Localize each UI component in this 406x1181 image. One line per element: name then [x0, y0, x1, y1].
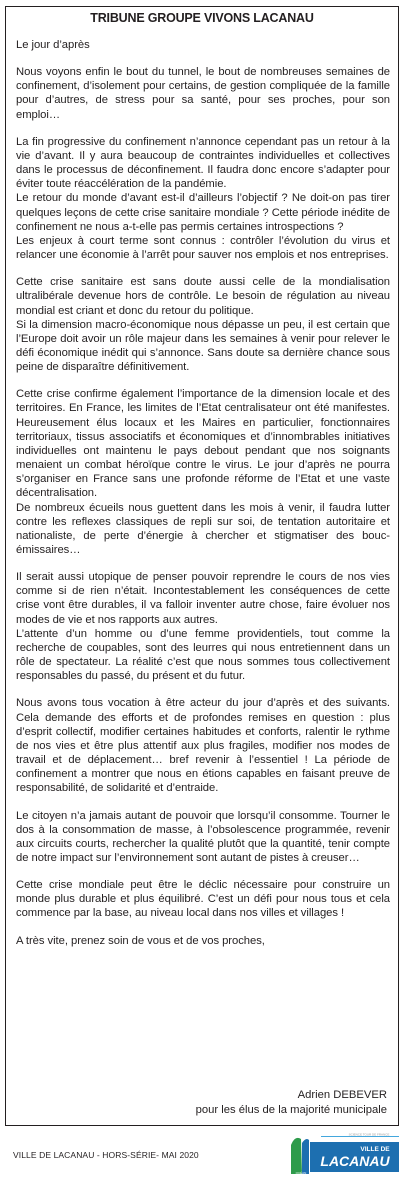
paragraph: Le jour d’après — [16, 39, 90, 51]
logo-tagline: SCIENCE TOUR DE FRANCE — [348, 1133, 390, 1137]
paragraph: La fin progressive du confinement n’annonce cependant pas un retour à la vie d’avant. Il y aura beaucoup de contraintes individuelles et collectives dans le processus de déconfinement. Il faudra donc encore s’adapter pour éviter toute réaccélération de la pandémie. — [16, 135, 390, 191]
paragraph: Nous voyons enfin le bout du tunnel, le bout de nombreuses semaines de confinement, d’isolement pour certains, de gestion compliquée de la famille pour d’autres, de stress pour sa santé, pour ses proches, pour son emploi… — [16, 66, 390, 121]
signature — [196, 1088, 387, 1117]
paragraph: Si la dimension macro-économique nous dépasse un peu, il est certain que l’Europe doit avoir un rôle majeur dans les semaines à venir pour relever le défi économique inédit qui s’annonce. Sans doute sa dernière chance sous peine de disparaître définitivement. — [16, 318, 390, 374]
logo-name: LACANAU — [320, 1153, 390, 1169]
paragraph: Le retour du monde d’avant est-il d’ailleurs l’objectif ? Ne doit-on pas tirer quelques leçons de cette crise sanitaire mondiale ? Cette période inédite de confinement ne nous a-t-elle pas permis certaines introspections ? — [16, 192, 390, 233]
tribune-title: TRIBUNE GROUPE VIVONS LACANAU — [90, 11, 314, 25]
logo-side-text: OCÉAN — [295, 1171, 307, 1175]
paragraph: De nombreux écueils nous guettent dans les mois à venir, il faudra lutter contre les reflexes classiques de repli sur soi, de tentation autoritaire et nationaliste, de perte d’énergie à chercher et stigmatiser des bouc-émissaires… — [16, 501, 390, 556]
logo-green-leaf — [291, 1138, 302, 1174]
paragraph: Nous avons tous vocation à être acteur du jour d’après et des suivants. Cela demande des efforts et de profondes remises en question : plus d’esprit collectif, modifier certaines habitudes et conforts, ralentir le rythme de nos vies et être plus attentif aux plus fragiles, modifier nos modes de travail et de déplacement… bref revenir à l’essentiel ! La période de confinement a montrer que nous en étions capables en faisant preuve de responsabilité, de solidarité et d’entraide. — [16, 697, 390, 795]
paragraph: Cette crise sanitaire est sans doute aussi celle de la mondialisation ultralibérale devenue hors de contrôle. Le besoin de régulation au niveau mondial est criant et donc du retour du politique. — [16, 276, 390, 317]
signature-role: pour les élus de la majorité municipale — [195, 1103, 387, 1116]
paragraph: Il serait aussi utopique de penser pouvoir reprendre le cours de nos vies comme si de rien n’était. Incontestablement les conséquences de cette crise vont être durables, il va falloir inventer autre chose, faire évoluer nos modes de vie et nos rapports aux autres. — [16, 571, 390, 626]
paragraph: Les enjeux à court terme sont connus : contrôler l’évolution du virus et relancer une économie à l’arrêt pour sauver nos emplois et nos entreprises. — [16, 234, 390, 262]
footer-caption: VILLE DE LACANAU - HORS-SÉRIE- MAI 2020 — [13, 1150, 199, 1160]
paragraph: L’attente d’un homme ou d’une femme providentiels, tout comme la recherche de coupables, sont des leurres qui nous entretiennent dans un rôle de spectateur. La réalité c’est que nous sommes tous collectivement responsables du passé, du présent et du futur. — [16, 627, 390, 683]
signature-name: Adrien DEBEVER — [297, 1089, 387, 1101]
lacanau-logo-graphic — [289, 1133, 401, 1175]
logo-top-text: VILLE DE — [360, 1146, 390, 1153]
tribune-frame — [5, 6, 399, 1126]
lacanau-logo — [289, 1133, 401, 1175]
article-body — [16, 38, 390, 948]
paragraph: Cette crise mondiale peut être le déclic nécessaire pour construire un monde plus durable et plus équilibré. C’est un défi pour nous tous et cela commence par la base, au niveau local dans nos villes et villages ! — [16, 879, 390, 920]
logo-blue-leaf — [302, 1139, 309, 1174]
paragraph: Le citoyen n’a jamais autant de pouvoir que lorsqu’il consomme. Tourner le dos à la consommation de masse, à l’obsolescence programmée, revenir aux circuits courts, rechercher la qualité plutôt que la quantité, tenir compte de notre impact sur l’environnement sont autant de pistes à creuser… — [16, 809, 390, 864]
paragraph: Cette crise confirme également l’importance de la dimension locale et des territoires. En France, les limites de l’Etat centralisateur ont été manifestes. Heureusement élus locaux et les Maires en particulier, fonctionnaires territoriaux, tissus associatifs et économiques et d’innombrables initiatives individuelles ont maintenu le pays debout pendant que nos soignants menaient un combat héroïque contre le virus. Le jour d’après ne pourra s’organiser en France sans une profonde réforme de l’Etat et une vaste décentralisation. — [16, 388, 390, 500]
paragraph: A très vite, prenez soin de vous et de vos proches, — [16, 934, 265, 947]
